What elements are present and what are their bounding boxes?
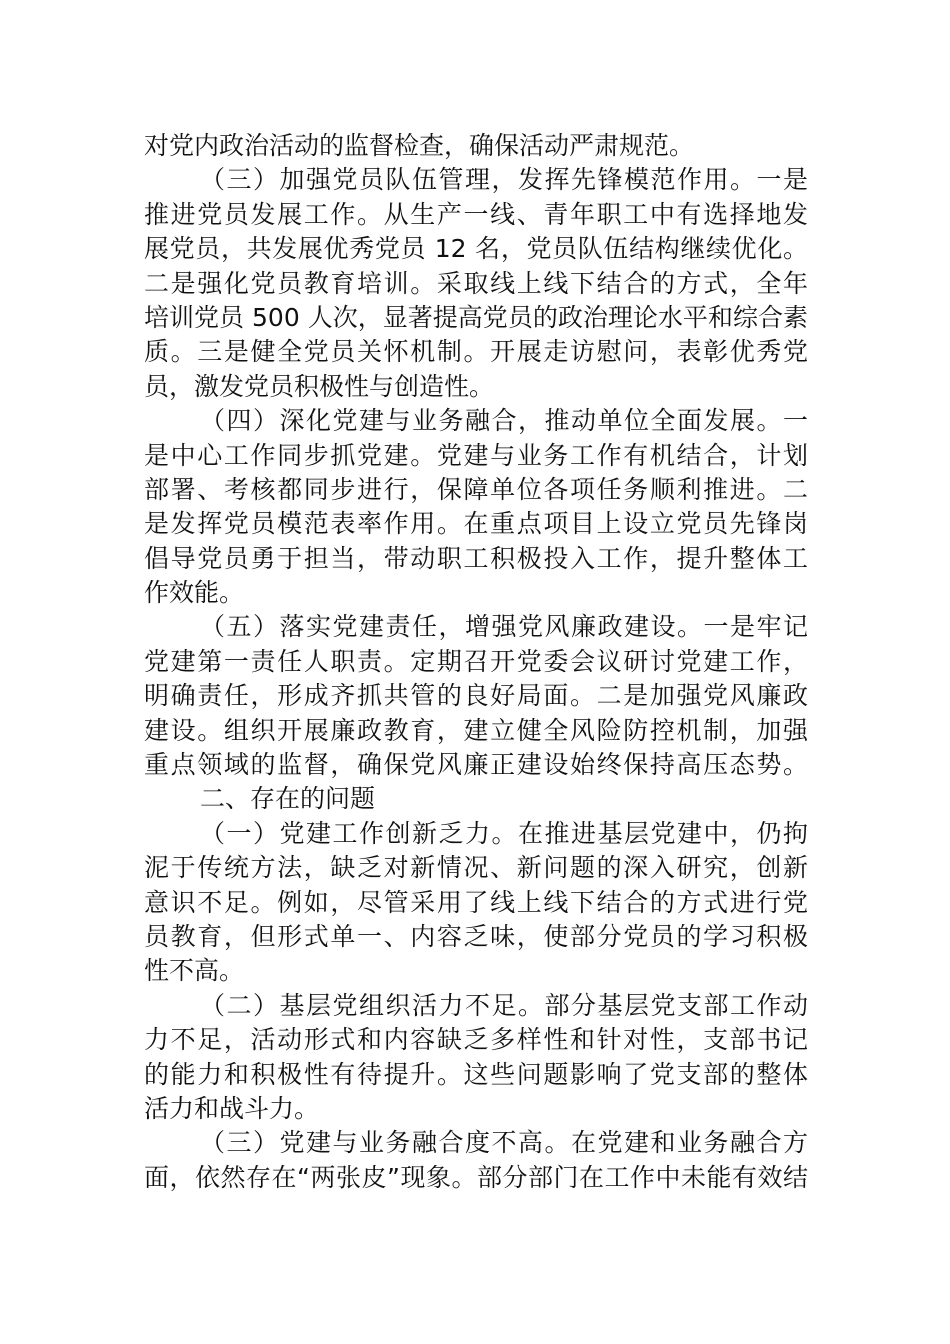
text-line: （三）党建与业务融合度不高。在党建和业务融合方 — [200, 1128, 808, 1158]
text-line: 性不高。 — [144, 956, 245, 986]
text-line: 重点领域的监督，确保党风廉正建设始终保持高压态势。 — [144, 750, 808, 780]
text-line: 二是强化党员教育培训。采取线上线下结合的方式，全年 — [144, 268, 808, 298]
text-line: 质。三是健全党员关怀机制。开展走访慰问，表彰优秀党 — [144, 337, 808, 367]
text-line: 力不足，活动形式和内容缺乏多样性和针对性，支部书记 — [144, 1025, 808, 1055]
text-line: 面，依然存在“两张皮”现象。部分部门在工作中未能有效结 — [144, 1162, 808, 1192]
text-line: 推进党员发展工作。从生产一线、青年职工中有选择地发 — [144, 199, 808, 229]
text-line: 展党员，共发展优秀党员 12 名，党员队伍结构继续优化。 — [144, 234, 808, 264]
text-line: （四）深化党建与业务融合，推动单位全面发展。一 — [200, 406, 808, 436]
text-line: 作效能。 — [144, 578, 245, 608]
text-line: 党建第一责任人职责。定期召开党委会议研讨党建工作， — [144, 646, 808, 676]
text-line: 培训党员 500 人次，显著提高党员的政治理论水平和综合素 — [144, 302, 808, 332]
text-line: （三）加强党员队伍管理，发挥先锋模范作用。一是 — [200, 165, 808, 195]
text-line: 明确责任，形成齐抓共管的良好局面。二是加强党风廉政 — [144, 681, 808, 711]
text-line: 员教育，但形式单一、内容乏味，使部分党员的学习积极 — [144, 921, 808, 951]
text-line: 是中心工作同步抓党建。党建与业务工作有机结合，计划 — [144, 440, 808, 470]
text-line: 是发挥党员模范表率作用。在重点项目上设立党员先锋岗 — [144, 509, 808, 539]
text-line: 部署、考核都同步进行，保障单位各项任务顺利推进。二 — [144, 474, 808, 504]
text-line: （二）基层党组织活力不足。部分基层党支部工作动 — [200, 990, 808, 1020]
text-line: 活力和战斗力。 — [144, 1093, 320, 1123]
text-line: 倡导党员勇于担当，带动职工积极投入工作，提升整体工 — [144, 543, 808, 573]
text-line: 员，激发党员积极性与创造性。 — [144, 371, 495, 401]
text-line: 的能力和积极性有待提升。这些问题影响了党支部的整体 — [144, 1059, 808, 1089]
text-line: 对党内政治活动的监督检查，确保活动严肃规范。 — [144, 131, 695, 160]
text-line: 建设。组织开展廉政教育，建立健全风险防控机制，加强 — [144, 715, 808, 745]
text-line: 意识不足。例如，尽管采用了线上线下结合的方式进行党 — [144, 887, 808, 917]
text-line: （五）落实党建责任，增强党风廉政建设。一是牢记 — [200, 612, 808, 642]
text-line: 二、存在的问题 — [200, 784, 376, 814]
text-line: （一）党建工作创新乏力。在推进基层党建中，仍拘 — [200, 818, 808, 848]
document-body — [144, 129, 808, 1195]
text-line: 泥于传统方法，缺乏对新情况、新问题的深入研究，创新 — [144, 853, 808, 883]
